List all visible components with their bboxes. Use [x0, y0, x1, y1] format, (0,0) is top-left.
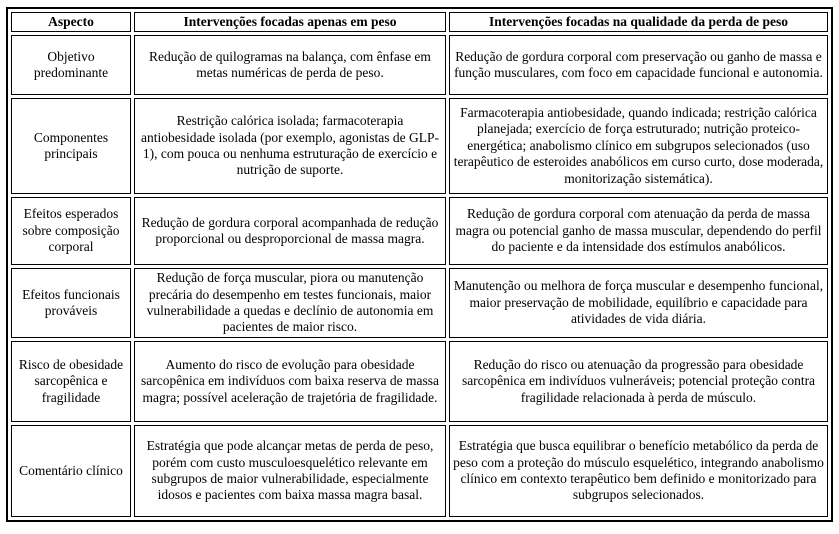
column-header-weight-only: Intervenções focadas apenas em peso [134, 12, 446, 32]
column-header-aspect: Aspecto [11, 12, 131, 32]
weight-only-cell: Estratégia que pode alcançar metas de perda de peso, porém com custo musculoesquelético relevante em subgrupos de maior vulnerabilidade, especialmente idosos e pacientes com baixa massa magra basal. [134, 425, 446, 517]
table-row [11, 268, 828, 338]
table-row [11, 35, 828, 95]
quality-cell: Redução de gordura corporal com preservação ou ganho de massa e função musculares, com foco em capacidade funcional e autonomia. [449, 35, 828, 95]
weight-only-cell: Redução de gordura corporal acompanhada de redução proporcional ou desproporcional de massa magra. [134, 197, 446, 265]
table-row [11, 341, 828, 422]
column-header-quality: Intervenções focadas na qualidade da perda de peso [449, 12, 828, 32]
aspect-cell: Comentário clínico [11, 425, 131, 517]
aspect-cell: Risco de obesidade sarcopênica e fragilidade [11, 341, 131, 422]
aspect-cell: Efeitos esperados sobre composição corporal [11, 197, 131, 265]
header-row [11, 12, 828, 32]
quality-cell: Redução de gordura corporal com atenuação da perda de massa magra ou potencial ganho de massa muscular, dependendo do perfil do paciente e da intensidade dos estímulos anabólicos. [449, 197, 828, 265]
comparison-table [6, 7, 833, 522]
aspect-cell: Objetivo predominante [11, 35, 131, 95]
weight-only-cell: Redução de quilogramas na balança, com ênfase em metas numéricas de perda de peso. [134, 35, 446, 95]
aspect-cell: Efeitos funcionais prováveis [11, 268, 131, 338]
table-row [11, 425, 828, 517]
weight-only-cell: Redução de força muscular, piora ou manutenção precária do desempenho em testes funcionais, maior vulnerabilidade a quedas e declínio de autonomia em pacientes de maior risco. [134, 268, 446, 338]
quality-cell: Redução do risco ou atenuação da progressão para obesidade sarcopênica em indivíduos vulneráveis; potencial proteção contra fragilidade relacionada à perda de músculo. [449, 341, 828, 422]
weight-only-cell: Restrição calórica isolada; farmacoterapia antiobesidade isolada (por exemplo, agonistas de GLP-1), com pouca ou nenhuma estruturação de exercício e nutrição de suporte. [134, 98, 446, 194]
weight-only-cell: Aumento do risco de evolução para obesidade sarcopênica em indivíduos com baixa reserva de massa magra; possível aceleração de trajetória de fragilidade. [134, 341, 446, 422]
quality-cell: Estratégia que busca equilibrar o benefício metabólico da perda de peso com a proteção do músculo esquelético, integrando anabolismo clínico em contexto terapêutico bem definido e monitorizado para subgrupos selecionados. [449, 425, 828, 517]
table-row [11, 197, 828, 265]
aspect-cell: Componentes principais [11, 98, 131, 194]
table-row [11, 98, 828, 194]
quality-cell: Manutenção ou melhora de força muscular e desempenho funcional, maior preservação de mobilidade, equilíbrio e capacidade para atividades de vida diária. [449, 268, 828, 338]
quality-cell: Farmacoterapia antiobesidade, quando indicada; restrição calórica planejada; exercício de força estruturado; nutrição proteico-energética; anabolismo clínico em subgrupos selecionados (uso terapêutico de esteroides anabólicos em curso curto, dose moderada, monitorização sistemática). [449, 98, 828, 194]
